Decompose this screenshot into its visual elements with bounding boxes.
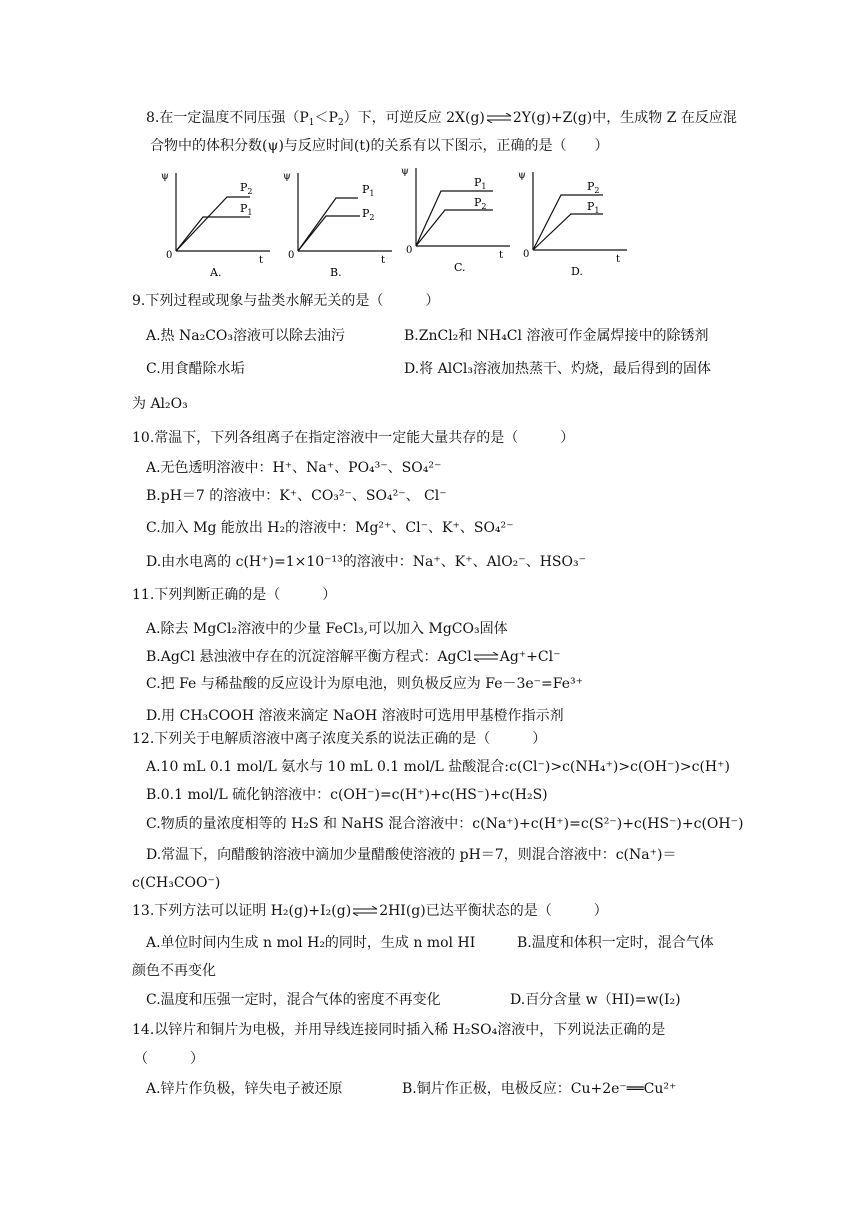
graph-a-label: A. <box>210 266 222 279</box>
q13-stem: 13.下列方法可以证明 H₂(g)+I₂(g) 2HI(g)已达平衡状态的是（ ） <box>132 903 608 919</box>
q9-option-c: C.用食醋除水垢 <box>146 361 245 377</box>
curve-p2 <box>176 197 250 251</box>
axis-psi-label: ψ <box>283 171 291 182</box>
q10-option-b: B.pH＝7 的溶液中：K⁺、CO₃²⁻、SO₄²⁻、 Cl⁻ <box>146 488 447 504</box>
label-p2: $P_2$ <box>362 207 375 222</box>
graph-d <box>515 164 633 279</box>
q10-option-a: A.无色透明溶液中：H⁺、Na⁺、PO₄³⁻、SO₄²⁻ <box>146 460 442 476</box>
q9-option-b: B.ZnCl₂和 NH₄Cl 溶液可作金属焊接中的除锈剂 <box>404 328 709 344</box>
q11-option-a: A.除去 MgCl₂溶液中的少量 FeCl₃,可以加入 MgCO₃固体 <box>146 621 508 637</box>
axis-t-label: t <box>259 255 264 266</box>
curve-p1 <box>533 214 603 250</box>
label-p2: $P_2$ <box>474 196 487 211</box>
graph-c <box>398 160 516 275</box>
curve-p2 <box>298 216 360 251</box>
q8-stem-line1: 8.在一定温度不同压强$(P_1<P_2)$下，可逆反应 2X(g) 2Y(g)+Z(g)中，生成物 Z 在反应混 <box>146 110 737 128</box>
q13-option-c: C.温度和压强一定时，混合气体的密度不再变化 <box>146 992 441 1008</box>
reversible-arrow-icon <box>352 906 378 916</box>
curve-p1 <box>416 191 493 246</box>
origin-label: 0 <box>406 245 413 256</box>
q11-option-d: D.用 CH₃COOH 溶液来滴定 NaOH 溶液时可选用甲基橙作指示剂 <box>146 708 564 724</box>
q13-option-b: B.温度和体积一定时，混合气体 <box>517 935 714 951</box>
q14-paren: （ ） <box>134 1051 204 1067</box>
graph-a <box>158 165 276 280</box>
label-p1: $P_1$ <box>587 200 600 215</box>
label-p1: $P_1$ <box>474 176 487 191</box>
graph-b <box>280 165 398 280</box>
q12-option-d-cont: c(CH₃COO⁻) <box>132 875 221 891</box>
q14-option-b: B.铜片作正极，电极反应：Cu+2e⁻══Cu²⁺ <box>402 1081 677 1097</box>
q9-stem: 9.下列过程或现象与盐类水解无关的是（ ） <box>132 293 440 309</box>
graph-b-label: B. <box>330 266 342 279</box>
q10-option-d: D.由水电离的 c(H⁺)=1×10⁻¹³的溶液中：Na⁺、K⁺、AlO₂⁻、HSO₃⁻ <box>146 554 586 570</box>
label-p1: $P_1$ <box>240 202 253 217</box>
q13-option-b-cont: 颜色不再变化 <box>132 963 216 979</box>
label-p1: $P_1$ <box>362 183 375 198</box>
axis-psi-label: ψ <box>518 170 526 181</box>
reversible-arrow-icon <box>486 113 512 123</box>
q12-stem: 12.下列关于电解质溶液中离子浓度关系的说法正确的是（ ） <box>132 731 547 747</box>
q12-option-a: A.10 mL 0.1 mol/L 氨水与 10 mL 0.1 mol/L 盐酸混合:c(Cl⁻)>c(NH₄⁺)>c(OH⁻)>c(H⁺) <box>146 759 730 775</box>
origin-label: 0 <box>523 249 530 260</box>
q11-option-b: B.AgCl 悬浊液中存在的沉淀溶解平衡方程式：AgCl Ag⁺+Cl⁻ <box>146 649 561 665</box>
q10-stem: 10.常温下，下列各组离子在指定溶液中一定能大量共存的是（ ） <box>132 430 575 446</box>
label-p2: $P_2$ <box>240 181 253 196</box>
curve-p1 <box>298 198 358 251</box>
q13-option-d: D.百分含量 w（HI)=w(I₂) <box>510 992 681 1008</box>
q12-option-d: D.常温下，向醋酸钠溶液中滴加少量醋酸使溶液的 pH＝7，则混合溶液中：c(Na⁺)＝ <box>146 847 677 863</box>
q14-option-a: A.锌片作负极，锌失电子被还原 <box>146 1081 343 1097</box>
graph-d-label: D. <box>571 265 583 278</box>
axis-t-label: t <box>381 255 386 266</box>
q9-option-d: D.将 AlCl₃溶液加热蒸干、灼烧，最后得到的固体 <box>404 361 712 377</box>
curve-p1 <box>176 217 250 251</box>
reversible-arrow-icon <box>473 652 499 662</box>
axis-t-label: t <box>499 250 504 261</box>
origin-label: 0 <box>288 250 295 261</box>
q8-stem-line2: 合物中的体积分数(ψ)与反应时间(t)的关系有以下图示，正确的是（ ） <box>150 138 609 154</box>
curve-p2 <box>416 210 493 246</box>
q9-option-a: A.热 Na₂CO₃溶液可以除去油污 <box>146 328 346 344</box>
graph-c-label: C. <box>454 261 466 274</box>
origin-label: 0 <box>166 250 173 261</box>
q10-option-c: C.加入 Mg 能放出 H₂的溶液中：Mg²⁺、Cl⁻、K⁺、SO₄²⁻ <box>146 520 514 536</box>
q11-stem: 11.下列判断正确的是（ ） <box>132 587 337 603</box>
q12-option-c: C.物质的量浓度相等的 H₂S 和 NaHS 混合溶液中：c(Na⁺)+c(H⁺)=c(S²⁻)+c(HS⁻)+c(OH⁻) <box>146 816 744 832</box>
label-p2: $P_2$ <box>587 180 600 195</box>
q9-option-d-cont: 为 Al₂O₃ <box>132 396 188 412</box>
q11-option-c: C.把 Fe 与稀盐酸的反应设计为原电池，则负极反应为 Fe－3e⁻=Fe³⁺ <box>146 676 584 692</box>
q13-option-a: A.单位时间内生成 n mol H₂的同时，生成 n mol HI <box>146 935 476 951</box>
axis-t-label: t <box>616 254 621 265</box>
axis-psi-label: ψ <box>161 171 169 182</box>
q14-stem: 14.以锌片和铜片为电极，并用导线连接同时插入稀 H₂SO₄溶液中，下列说法正确的是 <box>132 1022 666 1038</box>
axis-psi-label: ψ <box>401 166 409 177</box>
q12-option-b: B.0.1 mol/L 硫化钠溶液中：c(OH⁻)=c(H⁺)+c(HS⁻)+c(H₂S) <box>146 787 548 803</box>
